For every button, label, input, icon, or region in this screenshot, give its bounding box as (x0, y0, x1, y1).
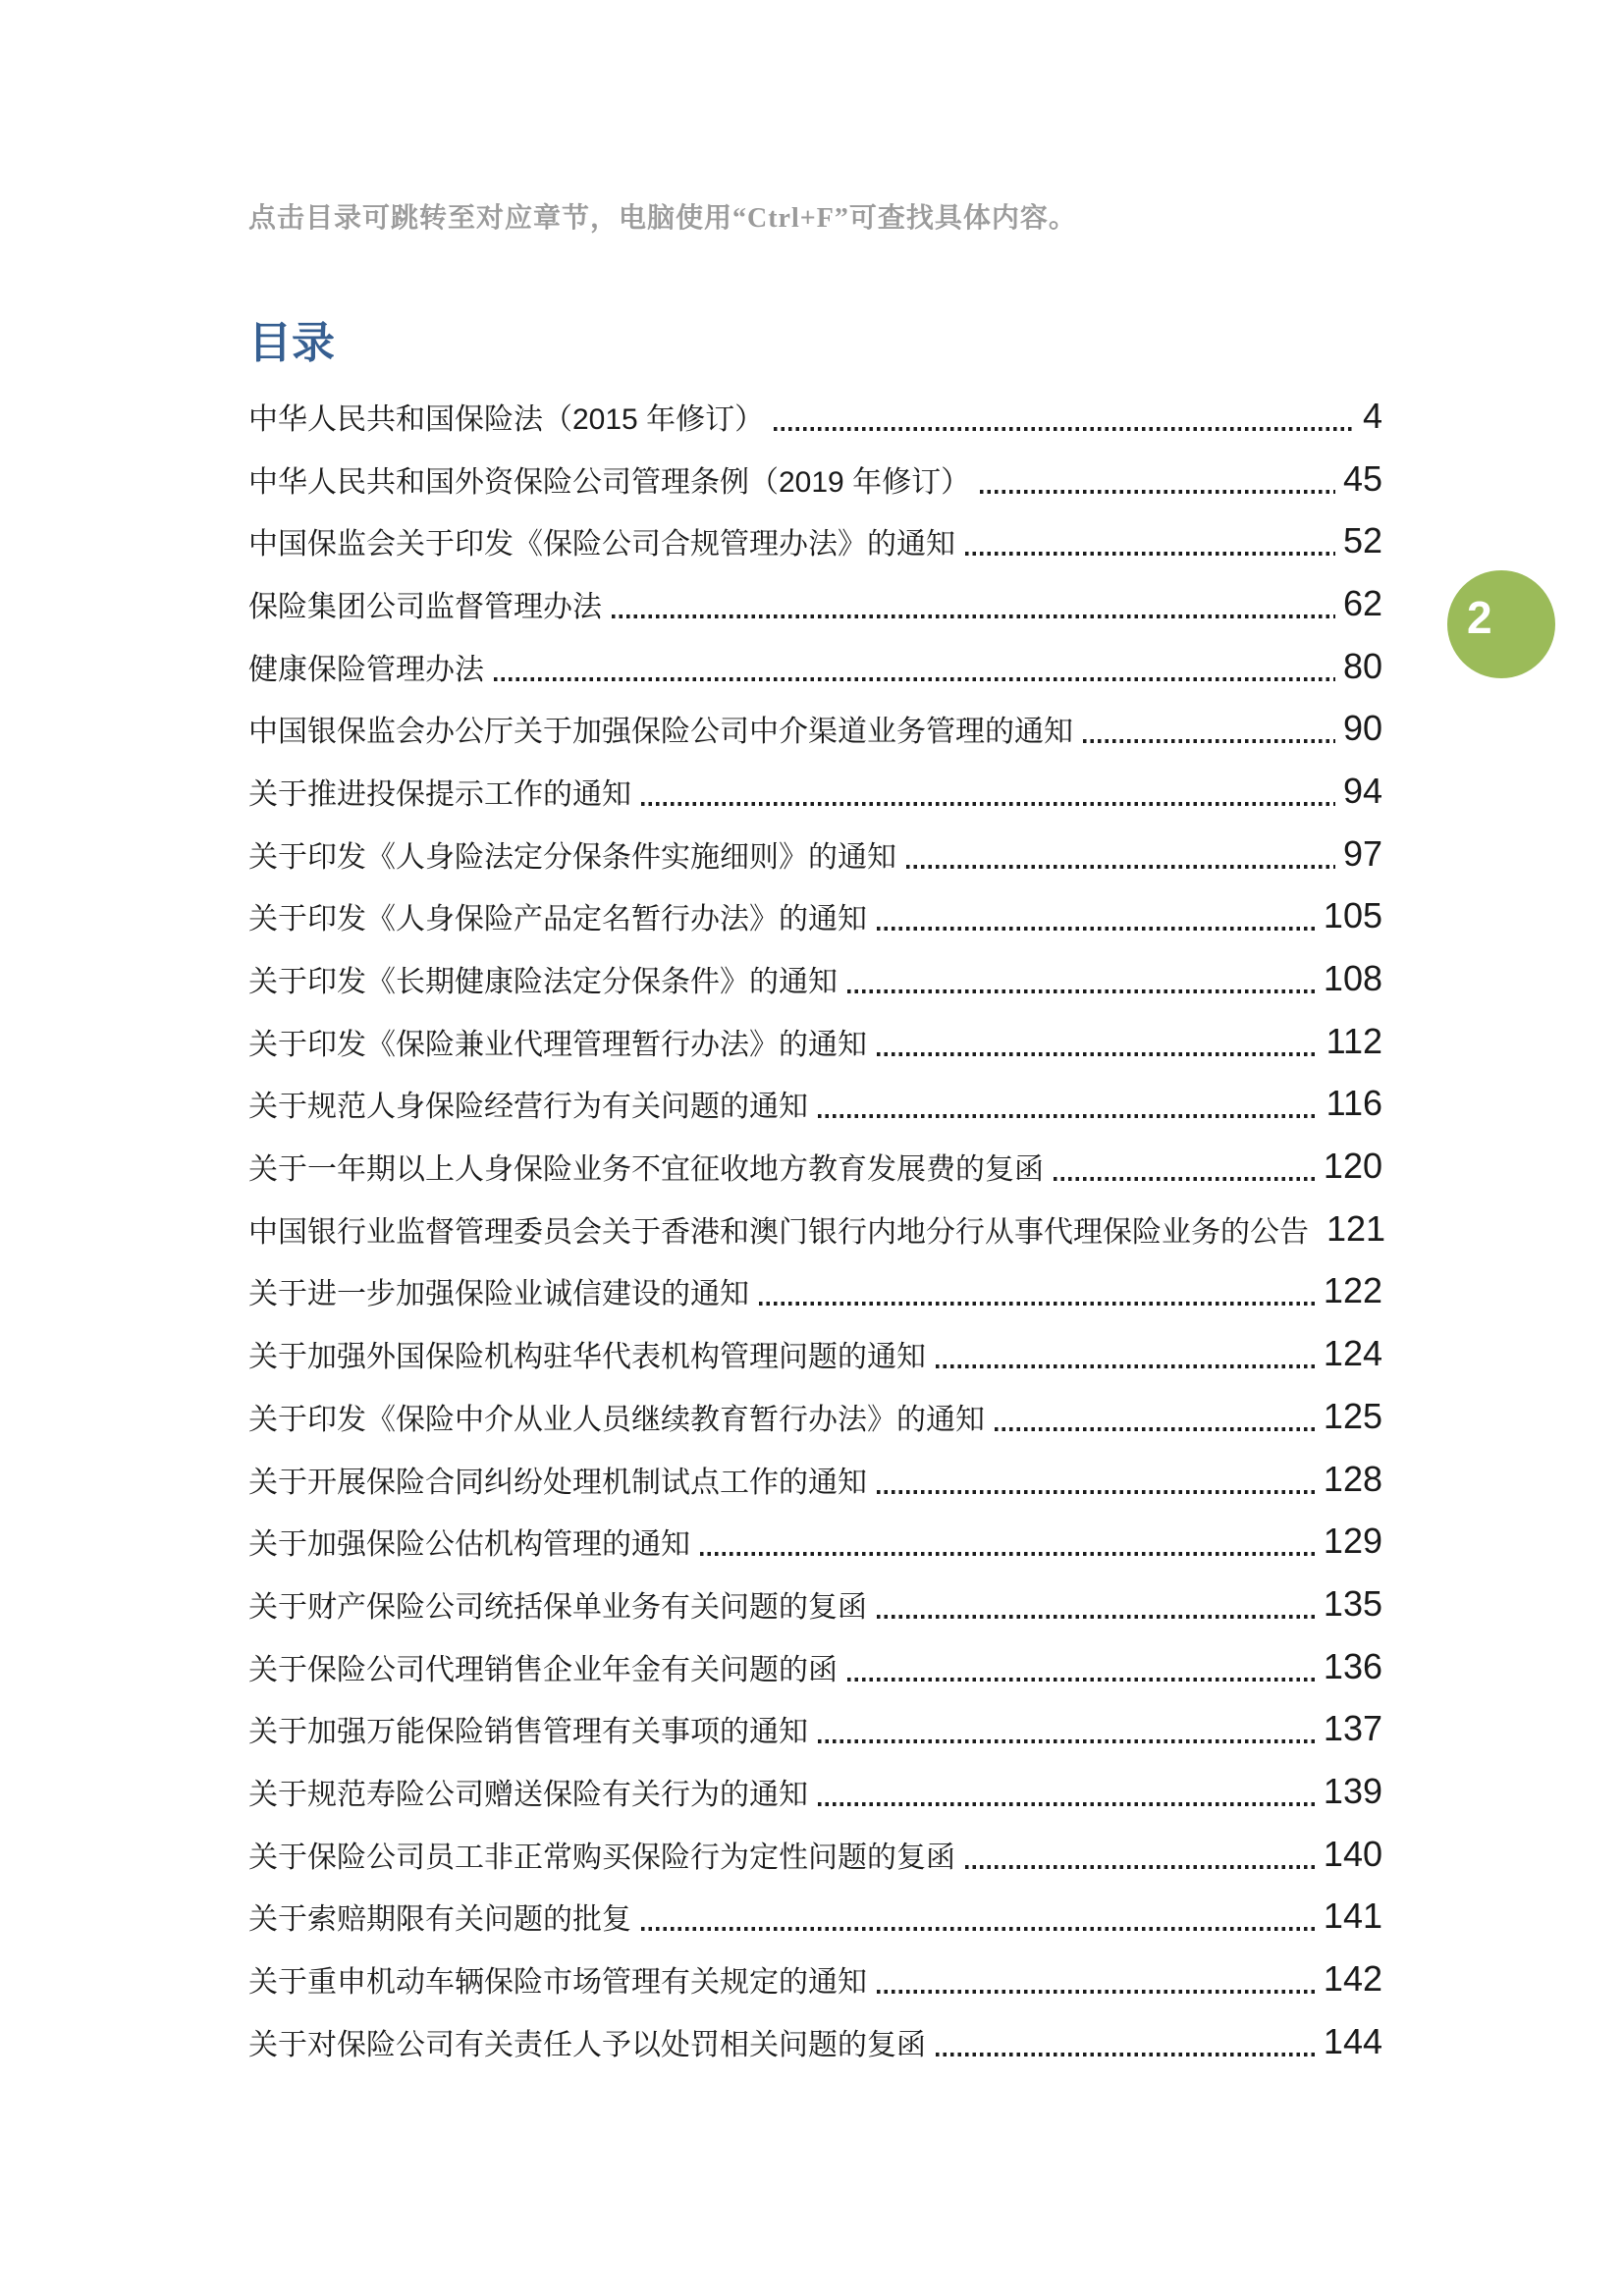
toc-entry-page: 142 (1323, 1958, 1382, 2000)
toc-leader-dots (877, 1990, 1316, 1994)
toc-entry[interactable] (248, 1573, 1382, 1635)
toc-heading: 目录 (248, 319, 335, 367)
toc-entry-page: 124 (1323, 1333, 1382, 1374)
toc-leader-dots (965, 1865, 1316, 1869)
toc-entry[interactable] (248, 1635, 1382, 1698)
toc-entry[interactable] (248, 1886, 1382, 1949)
toc-entry-page: 129 (1323, 1521, 1382, 1562)
toc-leader-dots (818, 1739, 1316, 1743)
toc-leader-dots (1054, 1177, 1316, 1181)
toc-entry[interactable] (248, 385, 1382, 448)
toc-entry[interactable] (248, 1823, 1382, 1886)
toc-entry-page: 137 (1323, 1708, 1382, 1749)
toc-entry-page: 90 (1342, 708, 1382, 749)
toc-leader-dots (847, 989, 1316, 993)
toc-entry[interactable] (248, 1135, 1382, 1198)
toc-entry-page: 80 (1342, 645, 1382, 686)
toc-entry-title: 关于印发《人身险法定分保条件实施细则》的通知 (248, 840, 896, 874)
toc-leader-dots (641, 1927, 1316, 1931)
toc-entry-page: 4 (1362, 395, 1382, 436)
toc-entry-page: 122 (1323, 1270, 1382, 1311)
toc-entry[interactable] (248, 947, 1382, 1010)
toc-entry[interactable] (248, 635, 1382, 698)
toc-entry-page: 136 (1323, 1645, 1382, 1686)
toc-entry-title: 中国银保监会办公厅关于加强保险公司中介渠道业务管理的通知 (248, 716, 1073, 749)
toc-leader-dots (936, 1364, 1316, 1368)
toc-entry-title: 关于规范人身保险经营行为有关问题的通知 (248, 1091, 808, 1124)
toc-entry-title: 关于印发《人身保险产品定名暂行办法》的通知 (248, 903, 867, 936)
toc-entry-title: 关于加强外国保险机构驻华代表机构管理问题的通知 (248, 1341, 926, 1374)
toc-entry-title: 关于财产保险公司统括保单业务有关问题的复函 (248, 1590, 867, 1624)
toc-entry-title: 关于进一步加强保险业诚信建设的通知 (248, 1278, 749, 1311)
toc-leader-dots (965, 552, 1335, 556)
toc-entry[interactable] (248, 1010, 1382, 1073)
toc-entry-page: 116 (1326, 1083, 1382, 1124)
toc-entry-title: 中华人民共和国保险法（2015 年修订） (248, 402, 765, 436)
toc-entry-title: 关于索赔期限有关问题的批复 (248, 1903, 631, 1937)
toc-entry[interactable] (248, 1198, 1386, 1260)
toc-entry-page: 128 (1323, 1458, 1382, 1499)
toc-entry-title: 中华人民共和国外资保险公司管理条例（2019 年修订） (248, 465, 971, 499)
toc-entry-title: 关于对保险公司有关责任人予以处罚相关问题的复函 (248, 2028, 926, 2061)
toc-leader-dots (641, 802, 1335, 806)
toc-entry-title: 关于一年期以上人身保险业务不宜征收地方教育发展费的复函 (248, 1153, 1044, 1187)
toc-entry[interactable] (248, 1260, 1382, 1323)
toc-leader-dots (774, 427, 1355, 431)
toc-leader-dots (877, 1490, 1316, 1494)
toc-entry-page: 97 (1342, 832, 1382, 874)
toc-entry-page: 121 (1326, 1207, 1386, 1249)
toc-entry-page: 45 (1342, 457, 1382, 499)
toc-entry-title: 关于保险公司代理销售企业年金有关问题的函 (248, 1653, 838, 1686)
toc-entry[interactable] (248, 1697, 1382, 1760)
toc-entry[interactable] (248, 509, 1382, 572)
toc-entry[interactable] (248, 572, 1382, 635)
toc-entry[interactable] (248, 2010, 1382, 2073)
toc-entry[interactable] (248, 885, 1382, 948)
toc-entry-title: 关于重申机动车辆保险市场管理有关规定的通知 (248, 1966, 867, 2000)
toc-entry-title: 关于印发《长期健康险法定分保条件》的通知 (248, 966, 838, 999)
toc-entry-page: 135 (1323, 1582, 1382, 1624)
toc-entry-page: 52 (1342, 520, 1382, 561)
toc-leader-dots (906, 865, 1335, 869)
toc-entry[interactable] (248, 1510, 1382, 1573)
toc-entry-page: 105 (1323, 895, 1382, 936)
toc-entry[interactable] (248, 1948, 1382, 2010)
toc-entry[interactable] (248, 823, 1382, 885)
toc-leader-dots (700, 1552, 1316, 1556)
toc-leader-dots (877, 1052, 1319, 1056)
toc-entry[interactable] (248, 697, 1382, 760)
toc-entry-title: 关于推进投保提示工作的通知 (248, 777, 631, 811)
toc-entry-page: 62 (1342, 582, 1382, 623)
toc-entry[interactable] (248, 760, 1382, 823)
toc-entry[interactable] (248, 1448, 1382, 1511)
toc-leader-dots (612, 614, 1335, 618)
toc-leader-dots (995, 1427, 1316, 1431)
toc-entry-page: 108 (1323, 958, 1382, 999)
toc-entry-title: 中国保监会关于印发《保险公司合规管理办法》的通知 (248, 528, 955, 561)
toc-entry[interactable] (248, 1760, 1382, 1823)
toc-usage-note: 点击目录可跳转至对应章节，电脑使用“Ctrl+F”可查找具体内容。 (248, 203, 1077, 234)
toc-leader-dots (1083, 739, 1335, 743)
toc-entry[interactable] (248, 1385, 1382, 1448)
toc-leader-dots (877, 927, 1316, 931)
toc-entry-page: 141 (1323, 1896, 1382, 1937)
toc-leader-dots (936, 2053, 1316, 2056)
toc-list (248, 385, 1386, 2073)
toc-leader-dots (847, 1678, 1316, 1682)
toc-entry-title: 关于保险公司员工非正常购买保险行为定性问题的复函 (248, 1841, 955, 1874)
toc-entry-title: 保险集团公司监督管理办法 (248, 590, 602, 623)
toc-entry-title: 关于开展保险合同纠纷处理机制试点工作的通知 (248, 1466, 867, 1499)
toc-leader-dots (494, 677, 1335, 681)
toc-entry[interactable] (248, 1322, 1382, 1385)
toc-entry-title: 健康保险管理办法 (248, 653, 484, 686)
toc-entry-page: 94 (1342, 770, 1382, 811)
toc-entry-page: 140 (1323, 1833, 1382, 1874)
toc-entry-title: 关于加强万能保险销售管理有关事项的通知 (248, 1716, 808, 1749)
toc-entry-page: 144 (1323, 2020, 1382, 2061)
toc-entry-title: 关于规范寿险公司赠送保险有关行为的通知 (248, 1778, 808, 1811)
toc-entry-title: 中国银行业监督管理委员会关于香港和澳门银行内地分行从事代理保险业务的公告 (248, 1215, 1309, 1249)
toc-entry-title: 关于印发《保险中介从业人员继续教育暂行办法》的通知 (248, 1403, 985, 1436)
toc-entry-page: 125 (1323, 1395, 1382, 1436)
toc-entry[interactable] (248, 1073, 1382, 1136)
toc-leader-dots (818, 1802, 1316, 1806)
toc-leader-dots (877, 1615, 1316, 1619)
toc-leader-dots (980, 490, 1335, 494)
toc-entry-title: 关于加强保险公估机构管理的通知 (248, 1528, 690, 1562)
toc-entry-page: 112 (1326, 1020, 1382, 1061)
toc-leader-dots (759, 1302, 1316, 1306)
toc-entry-title: 关于印发《保险兼业代理管理暂行办法》的通知 (248, 1028, 867, 1061)
toc-entry[interactable] (248, 448, 1382, 510)
page-number-badge (1447, 570, 1555, 678)
toc-entry-page: 139 (1323, 1770, 1382, 1811)
toc-entry-page: 120 (1323, 1146, 1382, 1187)
page-number-badge-label: 2 (1467, 592, 1492, 643)
toc-leader-dots (818, 1114, 1319, 1118)
